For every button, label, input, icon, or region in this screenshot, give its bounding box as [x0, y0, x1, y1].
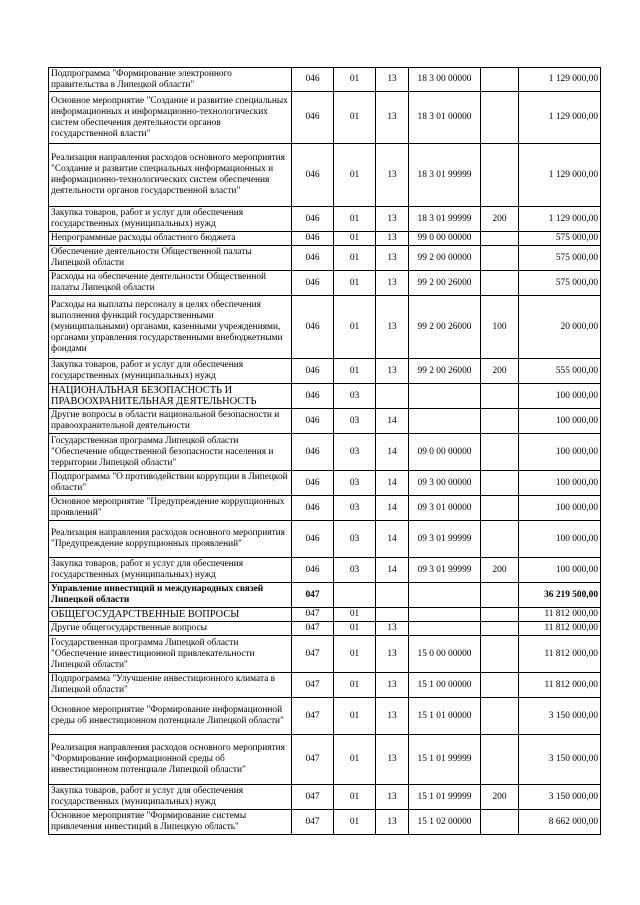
cell-subsection: 13 — [376, 622, 409, 636]
cell-ministry-code: 046 — [292, 232, 334, 246]
cell-subsection: 13 — [376, 68, 409, 92]
budget-table-body — [49, 68, 601, 835]
cell-expense-type — [481, 583, 519, 608]
cell-target-article: 09 3 00 00000 — [409, 471, 481, 496]
cell-expense-type — [481, 673, 519, 698]
cell-name: Основное мероприятие "Создание и развитие специальных информационных и информационно-технологических систем обеспечения деятельности органов государственной власти" — [49, 92, 292, 144]
cell-amount: 575 000,00 — [519, 246, 601, 271]
cell-target-article — [409, 409, 481, 434]
cell-expense-type — [481, 409, 519, 434]
table-row — [49, 558, 601, 583]
cell-name: Подпрограмма "О противодействии коррупции в Липецкой области" — [49, 471, 292, 496]
cell-expense-type: 200 — [481, 207, 519, 232]
cell-target-article: 18 3 01 99999 — [409, 207, 481, 232]
cell-expense-type — [481, 144, 519, 207]
cell-subsection: 13 — [376, 92, 409, 144]
cell-ministry-code: 046 — [292, 409, 334, 434]
cell-section: 03 — [334, 496, 376, 521]
cell-ministry-code: 046 — [292, 296, 334, 359]
cell-amount: 11 812 000,00 — [519, 608, 601, 622]
cell-ministry-code: 046 — [292, 471, 334, 496]
cell-amount: 575 000,00 — [519, 271, 601, 296]
cell-name: Государственная программа Липецкой области "Обеспечение общественной безопасности населения и территории Липецкой области" — [49, 434, 292, 471]
cell-ministry-code: 046 — [292, 246, 334, 271]
cell-subsection — [376, 384, 409, 409]
cell-target-article: 09 3 01 99999 — [409, 521, 481, 558]
cell-name: Основное мероприятие "Предупреждение коррупционных проявлений" — [49, 496, 292, 521]
table-row — [49, 232, 601, 246]
cell-subsection: 14 — [376, 558, 409, 583]
cell-subsection: 13 — [376, 673, 409, 698]
cell-section: 01 — [334, 68, 376, 92]
cell-amount: 11 812 000,00 — [519, 636, 601, 673]
cell-section — [334, 583, 376, 608]
cell-ministry-code: 047 — [292, 698, 334, 735]
cell-subsection: 13 — [376, 232, 409, 246]
cell-amount: 8 662 000,00 — [519, 810, 601, 835]
table-row — [49, 207, 601, 232]
cell-subsection: 13 — [376, 735, 409, 785]
cell-target-article: 18 3 01 99999 — [409, 144, 481, 207]
cell-expense-type — [481, 246, 519, 271]
cell-amount: 3 150 000,00 — [519, 698, 601, 735]
cell-subsection: 13 — [376, 359, 409, 384]
cell-subsection: 13 — [376, 698, 409, 735]
table-row — [49, 434, 601, 471]
cell-target-article — [409, 583, 481, 608]
table-row — [49, 622, 601, 636]
cell-ministry-code: 047 — [292, 622, 334, 636]
table-row — [49, 698, 601, 735]
cell-expense-type — [481, 92, 519, 144]
table-row — [49, 271, 601, 296]
cell-ministry-code: 046 — [292, 434, 334, 471]
cell-section: 01 — [334, 92, 376, 144]
cell-amount: 100 000,00 — [519, 409, 601, 434]
cell-target-article: 09 3 01 00000 — [409, 496, 481, 521]
cell-subsection: 14 — [376, 521, 409, 558]
table-row — [49, 785, 601, 810]
cell-expense-type — [481, 232, 519, 246]
cell-section: 01 — [334, 232, 376, 246]
table-row — [49, 384, 601, 409]
table-row — [49, 471, 601, 496]
cell-section: 01 — [334, 359, 376, 384]
cell-ministry-code: 046 — [292, 271, 334, 296]
cell-subsection: 13 — [376, 296, 409, 359]
cell-target-article: 09 3 01 99999 — [409, 558, 481, 583]
cell-expense-type — [481, 698, 519, 735]
table-row — [49, 636, 601, 673]
cell-name: Реализация направления расходов основного мероприятия "Создание и развитие специальных информационных и информационно-технологических систем обеспечения деятельности органов государственной власти" — [49, 144, 292, 207]
cell-section: 03 — [334, 558, 376, 583]
table-row — [49, 92, 601, 144]
cell-expense-type — [481, 636, 519, 673]
cell-section: 01 — [334, 622, 376, 636]
cell-target-article: 18 3 00 00000 — [409, 68, 481, 92]
budget-table — [48, 67, 601, 835]
cell-target-article: 09 0 00 00000 — [409, 434, 481, 471]
cell-target-article: 15 1 01 99999 — [409, 785, 481, 810]
cell-amount: 20 000,00 — [519, 296, 601, 359]
cell-expense-type — [481, 735, 519, 785]
cell-name: Расходы на обеспечение деятельности Общественной палаты Липецкой области — [49, 271, 292, 296]
cell-expense-type — [481, 521, 519, 558]
table-row — [49, 359, 601, 384]
cell-section: 03 — [334, 409, 376, 434]
cell-target-article: 99 0 00 00000 — [409, 232, 481, 246]
table-row — [49, 496, 601, 521]
cell-expense-type — [481, 68, 519, 92]
cell-amount: 3 150 000,00 — [519, 785, 601, 810]
cell-section: 01 — [334, 636, 376, 673]
cell-name: Управление инвестиций и международных связей Липецкой области — [49, 583, 292, 608]
cell-name: ОБЩЕГОСУДАРСТВЕННЫЕ ВОПРОСЫ — [49, 608, 292, 622]
cell-amount: 100 000,00 — [519, 496, 601, 521]
cell-subsection: 14 — [376, 409, 409, 434]
cell-section: 01 — [334, 785, 376, 810]
cell-subsection — [376, 608, 409, 622]
table-row — [49, 608, 601, 622]
cell-name: Подпрограмма "Формирование электронного правительства в Липецкой области" — [49, 68, 292, 92]
cell-ministry-code: 046 — [292, 144, 334, 207]
table-row — [49, 673, 601, 698]
cell-amount: 100 000,00 — [519, 384, 601, 409]
cell-subsection: 13 — [376, 246, 409, 271]
cell-name: Другие вопросы в области национальной безопасности и правоохранительной деятельности — [49, 409, 292, 434]
cell-amount: 100 000,00 — [519, 434, 601, 471]
table-row — [49, 521, 601, 558]
cell-ministry-code: 046 — [292, 521, 334, 558]
cell-ministry-code: 046 — [292, 558, 334, 583]
cell-section: 01 — [334, 673, 376, 698]
cell-ministry-code: 047 — [292, 810, 334, 835]
cell-amount: 575 000,00 — [519, 232, 601, 246]
cell-name: Другие общегосударственные вопросы — [49, 622, 292, 636]
cell-ministry-code: 047 — [292, 583, 334, 608]
cell-section: 01 — [334, 246, 376, 271]
cell-target-article: 15 1 01 99999 — [409, 735, 481, 785]
cell-amount: 11 812 000,00 — [519, 673, 601, 698]
cell-section: 01 — [334, 207, 376, 232]
cell-ministry-code: 047 — [292, 785, 334, 810]
cell-name: Подпрограмма "Улучшение инвестиционного климата в Липецкой области" — [49, 673, 292, 698]
cell-amount: 3 150 000,00 — [519, 735, 601, 785]
cell-amount: 100 000,00 — [519, 471, 601, 496]
table-row — [49, 68, 601, 92]
cell-ministry-code: 046 — [292, 496, 334, 521]
cell-ministry-code: 046 — [292, 359, 334, 384]
cell-amount: 1 129 000,00 — [519, 207, 601, 232]
cell-section: 03 — [334, 384, 376, 409]
cell-section: 01 — [334, 296, 376, 359]
cell-target-article — [409, 384, 481, 409]
cell-name: НАЦИОНАЛЬНАЯ БЕЗОПАСНОСТЬ И ПРАВООХРАНИТЕЛЬНАЯ ДЕЯТЕЛЬНОСТЬ — [49, 384, 292, 409]
cell-target-article: 15 0 00 00000 — [409, 636, 481, 673]
cell-section: 01 — [334, 271, 376, 296]
cell-section: 03 — [334, 434, 376, 471]
cell-expense-type — [481, 384, 519, 409]
cell-name: Реализация направления расходов основного мероприятия "Предупреждение коррупционных проявлений" — [49, 521, 292, 558]
cell-ministry-code: 046 — [292, 207, 334, 232]
cell-amount: 100 000,00 — [519, 521, 601, 558]
cell-amount: 36 219 500,00 — [519, 583, 601, 608]
cell-name: Реализация направления расходов основного мероприятия "Формирование информационной среды об инвестиционном потенциале Липецкой области" — [49, 735, 292, 785]
cell-name: Непрограммные расходы областного бюджета — [49, 232, 292, 246]
cell-expense-type: 200 — [481, 558, 519, 583]
cell-target-article: 99 2 00 26000 — [409, 271, 481, 296]
cell-target-article: 15 1 01 00000 — [409, 698, 481, 735]
cell-subsection: 13 — [376, 785, 409, 810]
cell-name: Закупка товаров, работ и услуг для обеспечения государственных (муниципальных) нужд — [49, 785, 292, 810]
table-row — [49, 810, 601, 835]
cell-name: Расходы на выплаты персоналу в целях обеспечения выполнения функций государственными (муниципальными) органами, казенными учреждениями, органами управления государственными внебюджетными фондами — [49, 296, 292, 359]
cell-subsection: 14 — [376, 496, 409, 521]
cell-section: 01 — [334, 698, 376, 735]
cell-section: 01 — [334, 608, 376, 622]
cell-amount: 11 812 000,00 — [519, 622, 601, 636]
cell-target-article: 15 1 02 00000 — [409, 810, 481, 835]
cell-subsection — [376, 583, 409, 608]
cell-expense-type — [481, 271, 519, 296]
cell-subsection: 13 — [376, 636, 409, 673]
cell-expense-type — [481, 496, 519, 521]
cell-amount: 1 129 000,00 — [519, 68, 601, 92]
cell-expense-type — [481, 434, 519, 471]
cell-ministry-code: 047 — [292, 608, 334, 622]
cell-ministry-code: 046 — [292, 68, 334, 92]
cell-expense-type — [481, 622, 519, 636]
table-row — [49, 296, 601, 359]
cell-name: Закупка товаров, работ и услуг для обеспечения государственных (муниципальных) нужд — [49, 558, 292, 583]
cell-ministry-code: 046 — [292, 384, 334, 409]
cell-name: Государственная программа Липецкой области "Обеспечение инвестиционной привлекательности Липецкой области" — [49, 636, 292, 673]
cell-expense-type — [481, 608, 519, 622]
cell-amount: 100 000,00 — [519, 558, 601, 583]
cell-section: 03 — [334, 471, 376, 496]
cell-name: Закупка товаров, работ и услуг для обеспечения государственных (муниципальных) нужд — [49, 359, 292, 384]
cell-subsection: 13 — [376, 144, 409, 207]
cell-ministry-code: 047 — [292, 636, 334, 673]
cell-target-article: 99 2 00 26000 — [409, 359, 481, 384]
cell-amount: 1 129 000,00 — [519, 144, 601, 207]
cell-expense-type: 200 — [481, 785, 519, 810]
cell-section: 01 — [334, 810, 376, 835]
cell-section: 01 — [334, 735, 376, 785]
cell-subsection: 14 — [376, 434, 409, 471]
cell-subsection: 14 — [376, 471, 409, 496]
cell-name: Основное мероприятие "Формирование информационной среды об инвестиционном потенциале Липецкой области" — [49, 698, 292, 735]
cell-target-article — [409, 622, 481, 636]
cell-expense-type: 200 — [481, 359, 519, 384]
cell-amount: 1 129 000,00 — [519, 92, 601, 144]
cell-section: 01 — [334, 144, 376, 207]
cell-target-article: 18 3 01 00000 — [409, 92, 481, 144]
cell-expense-type — [481, 810, 519, 835]
table-row — [49, 144, 601, 207]
cell-target-article: 99 2 00 26000 — [409, 296, 481, 359]
cell-expense-type — [481, 471, 519, 496]
table-row — [49, 409, 601, 434]
cell-expense-type: 100 — [481, 296, 519, 359]
table-row — [49, 735, 601, 785]
cell-section: 03 — [334, 521, 376, 558]
cell-ministry-code: 047 — [292, 735, 334, 785]
cell-target-article — [409, 608, 481, 622]
table-row — [49, 583, 601, 608]
cell-target-article: 99 2 00 00000 — [409, 246, 481, 271]
cell-ministry-code: 047 — [292, 673, 334, 698]
cell-amount: 555 000,00 — [519, 359, 601, 384]
cell-subsection: 13 — [376, 207, 409, 232]
cell-name: Обеспечение деятельности Общественной палаты Липецкой области — [49, 246, 292, 271]
cell-subsection: 13 — [376, 271, 409, 296]
cell-name: Закупка товаров, работ и услуг для обеспечения государственных (муниципальных) нужд — [49, 207, 292, 232]
cell-ministry-code: 046 — [292, 92, 334, 144]
cell-target-article: 15 1 00 00000 — [409, 673, 481, 698]
cell-name: Основное мероприятие "Формирование системы привлечения инвестиций в Липецкую область" — [49, 810, 292, 835]
table-row — [49, 246, 601, 271]
cell-subsection: 13 — [376, 810, 409, 835]
